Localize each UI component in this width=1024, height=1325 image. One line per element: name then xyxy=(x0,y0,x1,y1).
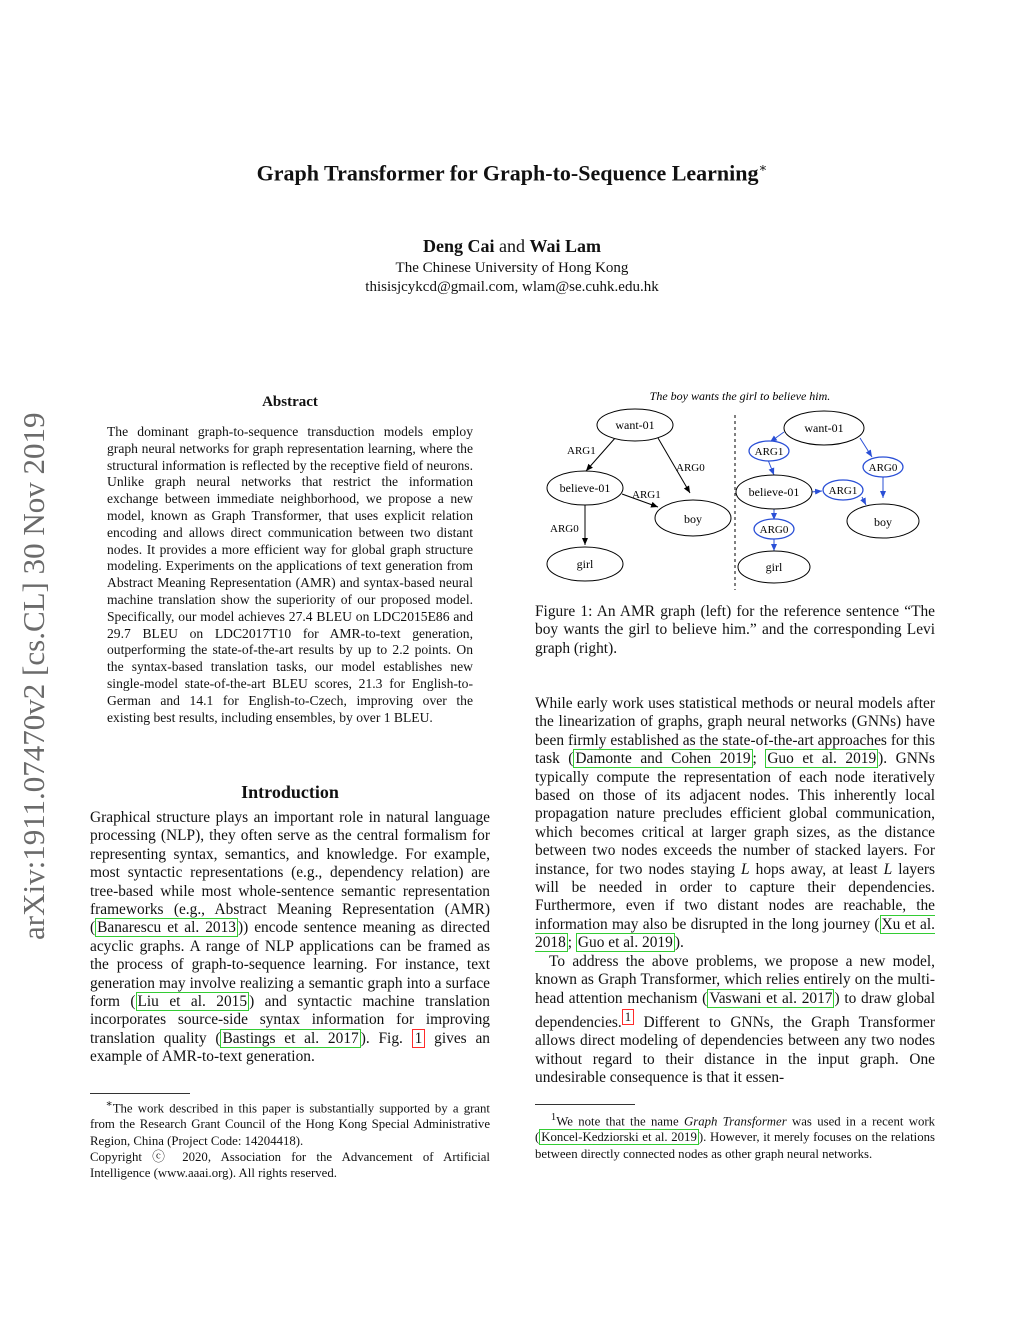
figure-sentence: The boy wants the girl to believe him. xyxy=(649,389,831,403)
paper-title: Graph Transformer for Graph-to-Sequence Learning∗ xyxy=(256,160,768,186)
svg-text:girl: girl xyxy=(576,557,594,571)
figure-caption: Figure 1: An AMR graph (left) for the reference sentence “The boy wants the girl to believe him.” and the corresponding Levi graph (right). xyxy=(535,603,935,657)
introduction-paragraph: Graphical structure plays an important role in natural language processing (NLP), they often serve as the central formalism for representing syntax, semantics, and knowledge. For example, most syntactic representations (e.g., dependency relation) are tree-based while most whole-sentence semantic representation frameworks (e.g., Abstract Meaning Representation (AMR) ( Banarescu et al. 2013 )) encode sentence meaning as directed acyclic graphs. A range of NLP applications can be framed as the process of graph-to-sequence learning. For instance, text generation may involve realizing a semantic graph into a surface form ( Liu et al. 2015 ) and syntactic machine translation incorporates source-side syntax information for improving translation quality ( Bastings et al. 2017 ). Fig. 1 gives an example of AMR-to-text generation. xyxy=(90,809,490,1066)
citation-link[interactable]: Koncel-Kedziorski et al. 2019 xyxy=(541,1130,697,1145)
right-column-text xyxy=(535,695,935,1088)
citation-link[interactable]: Vaswani et al. 2017 xyxy=(709,989,833,1007)
author-line xyxy=(0,236,1024,257)
svg-text:ARG0: ARG0 xyxy=(868,462,898,474)
svg-text:ARG1: ARG1 xyxy=(828,485,858,497)
svg-text:ARG1: ARG1 xyxy=(754,446,784,458)
introduction-heading: Introduction xyxy=(241,782,339,802)
paragraph: While early work uses statistical methods or neural models after the linearization of graphs, graph neural networks (GNNs) have been firmly established as the state-of-the-art approaches for this task ( Damonte and Cohen 2019 ; Guo et al. 2019 ). GNNs typically compute the representation of each node iteratively based on those of its adjacent nodes. This inherently local propagation nature precludes efficient global communication, which becomes critical at larger graph sizes, as the distance between two nodes exceeds the number of stacked layers. For instance, for two nodes staying L hops away, at least L layers will be needed in order to capture their dependencies. Furthermore, even if two distant nodes are reachable, the information may also be disrupted in the long journey ( Xu et al. 2018 ; Guo et al. 2019 ). xyxy=(535,695,935,952)
footnote-graph-transformer: $^1$We note that the name Graph Transformer was used in a recent work ( Koncel-Kedziorski et al. 2019 ). However, it merely focuses on the relations between directly connected nodes as other graph neural networks. xyxy=(535,1112,936,1161)
figure-reference-link[interactable]: 1 xyxy=(412,1029,426,1048)
author-1: Deng Cai xyxy=(422,236,495,256)
footnote-reference-link[interactable]: 1 xyxy=(622,1009,634,1025)
citation-link[interactable]: Xu et al. 2018 xyxy=(535,915,935,952)
arxiv-stamp: arXiv:1911.07470v2 [cs.CL] 30 Nov 2019 xyxy=(16,412,51,940)
paragraph: To address the above problems, we propose a new model, known as Graph Transformer, which relies entirely on the multi-head attention mechanism ( Vaswani et al. 2017 ) to draw global dependencies. $^1$ Different to GNNs, the Graph Transformer allows direct modeling of dependencies between any two nodes without regard to their distance in the input graph. One undesirable consequence is that it essen- xyxy=(535,952,935,1087)
abstract-text: The dominant graph-to-sequence transduction models employ graph neural networks for graph representation learning, where the structural information is reflected by the receptive field of neurons. Unlike graph neural networks that restrict the information exchange between immediate neighborhood, we propose a new model, known as Graph Transformer, that uses explicit relation encoding and allows direct communication between two distant nodes. It provides a more efficient way for global graph structure modeling. Experiments on the applications of text generation from Abstract Meaning Representation (AMR) and syntax-based neural machine translation show the superiority of our proposed model. Specifically, our model achieves 27.4 BLEU on LDC2015E86 and 29.7 BLEU on LDC2017T10 for AMR-to-text generation, outperforming the state-of-the-art results by up to 2.2 points. On the syntax-based translation tasks, our model establishes new single-model state-of-the-art BLEU scores, 21.3 for English-to-German and 14.1 for English-to-Czech, improving over the existing best results, including ensembles, by over 1 BLEU. xyxy=(107,424,473,725)
svg-text:boy: boy xyxy=(874,515,892,529)
citation-link[interactable]: Bastings et al. 2017 xyxy=(222,1029,359,1047)
edge-label-arg1: ARG1 xyxy=(567,445,596,457)
author-2: Wai Lam xyxy=(529,236,601,256)
svg-text:believe-01: believe-01 xyxy=(748,485,800,499)
citation-link[interactable]: Guo et al. 2019 xyxy=(767,750,877,768)
svg-text:ARG0: ARG0 xyxy=(759,524,789,536)
copyright-notice: Copyright ⓒ 2020, Association for the Advancement of Artificial Intelligence (www.aaai.org). All rights reserved. xyxy=(90,1149,490,1181)
edge-label-arg0: ARG0 xyxy=(550,523,579,535)
abstract-heading: Abstract xyxy=(262,394,318,410)
author-emails: thisisjcykcd@gmail.com, wlam@se.cuhk.edu.hk xyxy=(365,279,659,295)
footnote-rule xyxy=(90,1093,190,1094)
footnote-rule xyxy=(535,1104,635,1105)
edge-label-arg0: ARG0 xyxy=(676,462,705,474)
citation-link[interactable]: Liu et al. 2015 xyxy=(137,993,248,1011)
affiliation: The Chinese University of Hong Kong xyxy=(395,260,629,276)
amr-levi-graph-diagram xyxy=(540,385,940,600)
author-conjunction: and xyxy=(498,236,525,256)
svg-text:want-01: want-01 xyxy=(804,421,844,435)
svg-text:girl: girl xyxy=(765,560,783,574)
citation-link[interactable]: Guo et al. 2019 xyxy=(577,934,673,952)
svg-text:want-01: want-01 xyxy=(615,418,655,432)
footnote-funding: ∗The work described in this paper is substantially supported by a grant from the Research Grant Council of the Hong Kong Special Administrative Region, China (Project Code: 14204418). Copyright ⓒ 2020, Association for the Advancement of Artificial Intelligence (www.aaai.org). All rights reserved. xyxy=(90,1099,490,1181)
svg-text:believe-01: believe-01 xyxy=(559,481,611,495)
citation-link[interactable]: Damonte and Cohen 2019 xyxy=(575,750,751,768)
figure-1 xyxy=(540,385,940,600)
svg-text:boy: boy xyxy=(684,512,702,526)
citation-link[interactable]: Banarescu et al. 2013 xyxy=(97,919,236,937)
edge-label-arg1: ARG1 xyxy=(632,489,661,501)
